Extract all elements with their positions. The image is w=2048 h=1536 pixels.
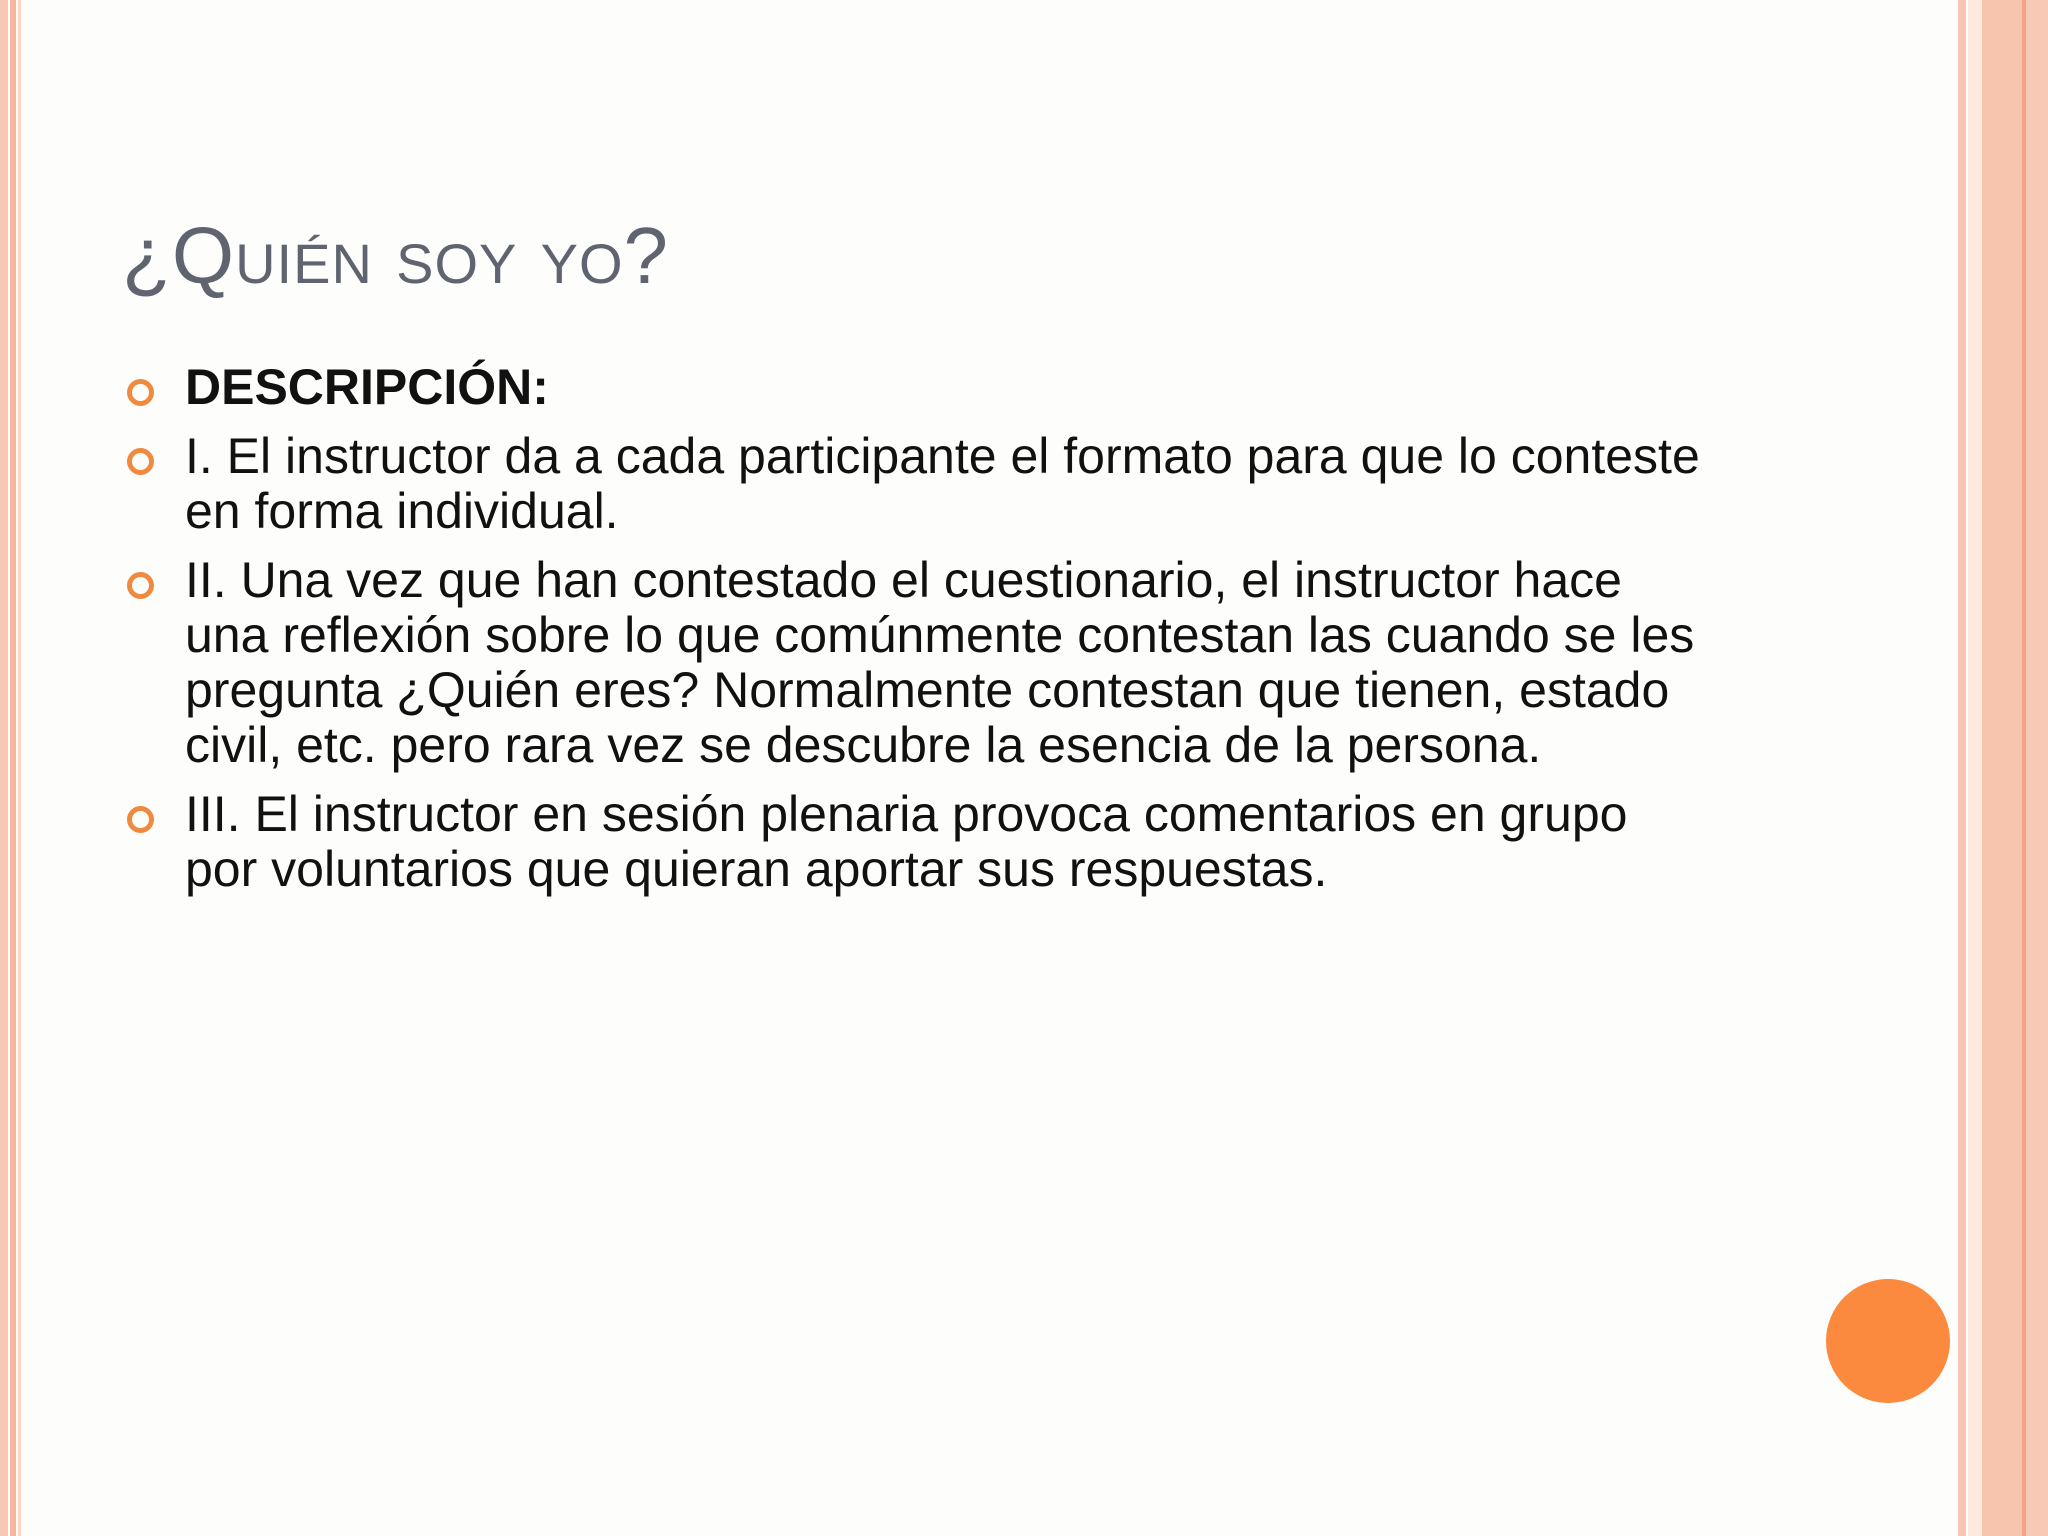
bullet-text: III. El instructor en sesión plenaria provoca comentarios en grupo por voluntarios que quieran aportar sus respuestas. <box>185 786 1628 897</box>
bullet-list <box>122 360 1702 911</box>
bullet-text: DESCRIPCIÓN: <box>185 359 549 415</box>
left-border-stripe <box>0 0 8 1536</box>
left-border-stripe <box>10 0 16 1536</box>
left-border-stripe <box>18 0 21 1536</box>
bullet-item <box>122 553 1702 773</box>
decorative-circle <box>1826 1279 1950 1403</box>
bullet-item <box>122 787 1702 897</box>
ring-bullet-icon <box>127 448 154 475</box>
ring-bullet-icon <box>127 806 154 833</box>
ring-bullet-icon <box>127 379 154 406</box>
bullet-text: II. Una vez que han contestado el cuestionario, el instructor hace una reflexión sobre lo que comúnmente contestan las cuando se les pregunta ¿Quién eres? Normalmente contestan que tienen, estado civil, etc. pero rara vez se descubre la esencia de la persona. <box>185 552 1695 773</box>
right-border-stripe <box>1958 0 1966 1536</box>
bullet-text: I. El instructor da a cada participante el formato para que lo conteste en forma individual. <box>185 428 1700 539</box>
right-border-stripe <box>2026 0 2048 1536</box>
ring-bullet-icon <box>127 572 154 599</box>
right-border-stripe <box>1968 0 1982 1536</box>
bullet-item <box>122 429 1702 539</box>
right-border-stripe <box>1982 0 2022 1536</box>
slide-title: ¿Quién soy yo? <box>122 211 670 300</box>
bullet-item <box>122 360 1702 415</box>
